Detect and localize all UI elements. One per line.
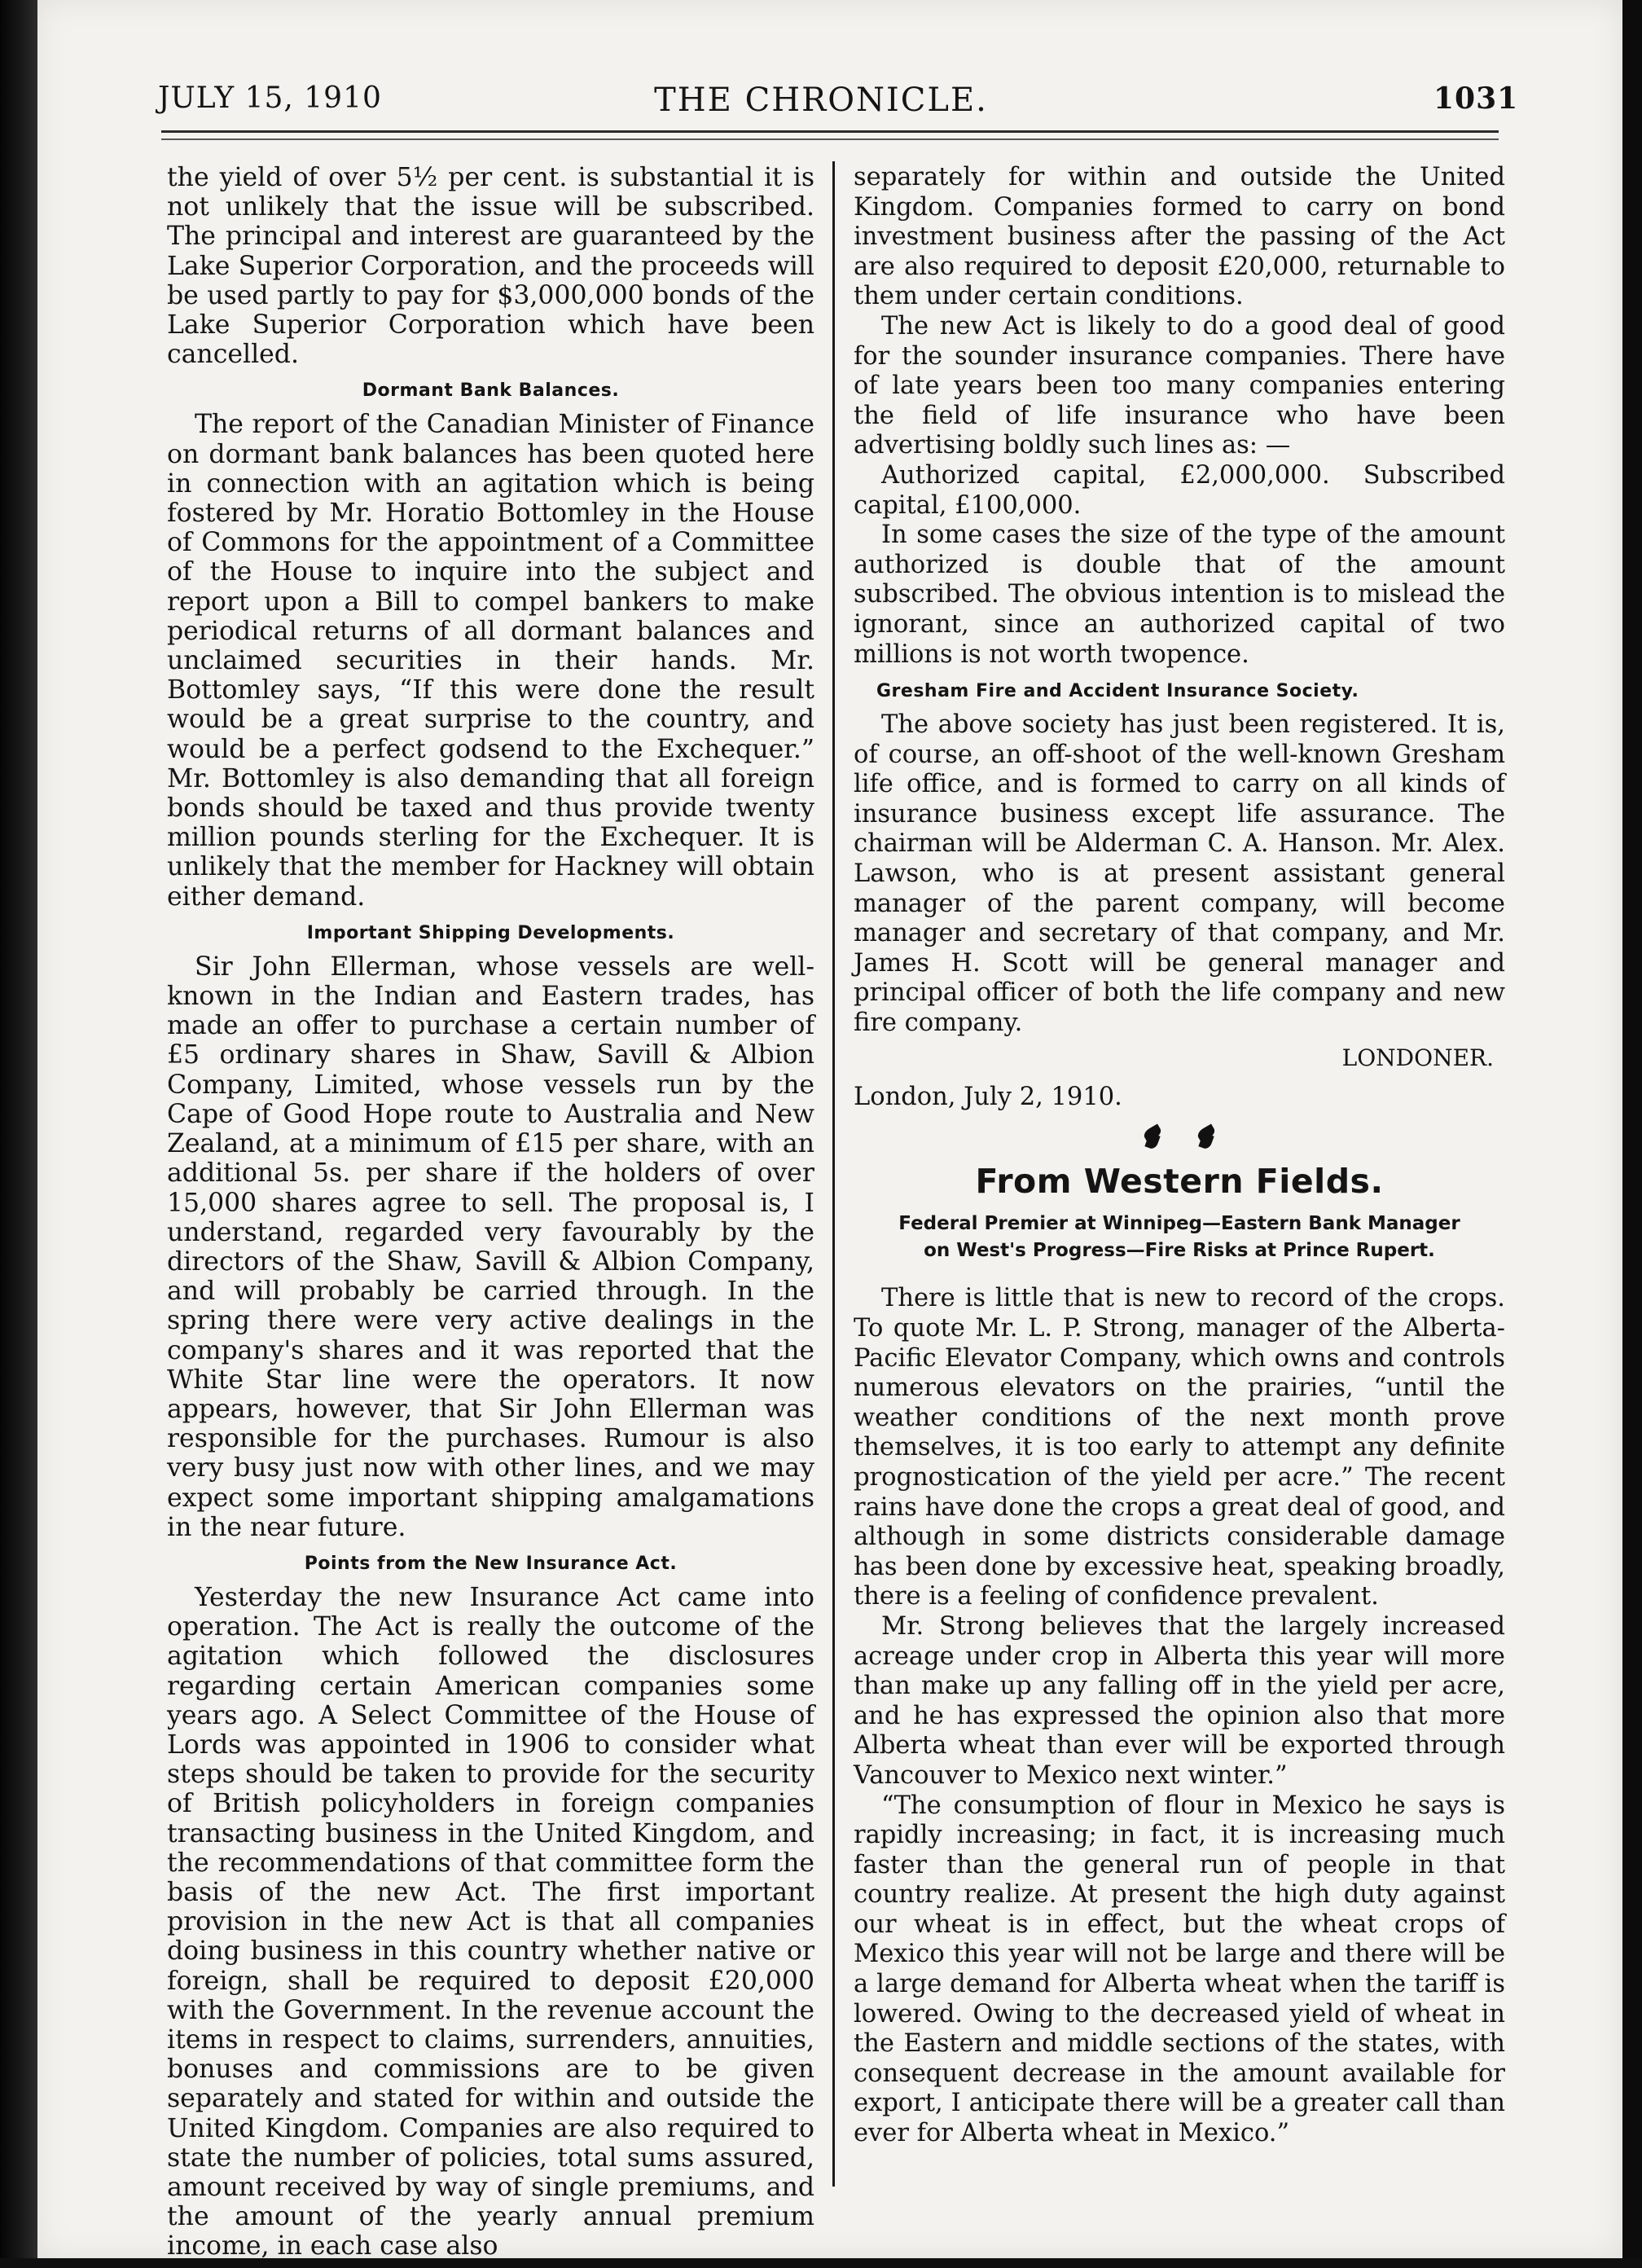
fleuron-icon: [1194, 1124, 1218, 1149]
right-column: [854, 163, 1505, 2149]
fleuron-ornament: [854, 1124, 1505, 1160]
article-paragraph-3: “The consumption of flour in Mexico he says is rapidly increasing; in fact, it is increasing much faster than the general run of people in that country realize. At present the high duty against our wheat is in effect, but the wheat crops of Mexico this year will not be large and there will be a large demand for Alberta wheat when the tariff is lowered. Owing to the decreased yield of wheat in the Eastern and middle sections of the states, with consequent decrease in the amount available for export, I anticipate there will be a greater call than ever for Alberta wheat in Mexico.”: [854, 1791, 1505, 2148]
gresham-paragraph: The above society has just been registered. It is, of course, an off-shoot of the well-known Gresham life office, and is formed to carry on all kinds of insurance business except life assurance. The chairman will be Alderman C. A. Hanson. Mr. Alex. Lawson, who is at present assistant general manager of the parent company, will become manager and secretary of that company, and Mr. James H. Scott will be general manager and principal officer of both the life company and new fire company.: [854, 710, 1505, 1038]
article-paragraph-1: There is little that is new to record of the crops. To quote Mr. L. P. Strong, manager of the Alberta-Pacific Elevator Company, which owns and controls numerous elevators on the prairies, “until the weather conditions of the next month prove themselves, it is too early to attempt any definite prognostication of the yield per acre.” The recent rains have done the crops a great deal of good, and although in some districts considerable damage has been done by excessive heat, speaking broadly, there is a feeling of confidence prevalent.: [854, 1284, 1505, 1611]
left-column: [167, 163, 814, 2261]
article-title: From Western Fields.: [975, 1161, 1384, 1201]
dateline: London, July 2, 1910.: [854, 1083, 1122, 1112]
section-heading-shipping: Important Shipping Developments.: [306, 922, 675, 943]
header-rule: [161, 130, 1499, 140]
publication-title: THE CHRONICLE.: [654, 81, 988, 119]
capital-example: Authorized capital, £2,000,000. Subscribed capital, £100,000.: [854, 460, 1505, 520]
insurance-act-paragraph-2: The new Act is likely to do a good deal of good for the sounder insurance companies. There have of late years been too many companies entering the field of life insurance who have been advertising boldly such lines as: —: [854, 311, 1505, 460]
section-heading-dormant-balances: Dormant Bank Balances.: [362, 380, 620, 402]
insurance-act-paragraph: Yesterday the new Insurance Act came into operation. The Act is really the outcome of the agitation which followed the disclosures regarding certain American companies some years ago. A Select Committee of the House of Lords was appointed in 1906 to consider what steps should be taken to provide for the security of British policyholders in foreign companies transacting business in the United Kingdom, and the recommendations of that committee form the basis of the new Act. The first important provision in the new Act is that all companies doing business in this country whether native or foreign, shall be required to deposit £20,000 with the Government. In the revenue account the items in respect to claims, surrenders, annuities, bonuses and commissions are to be given separately and stated for within and outside the United Kingdom. Companies are also required to state the number of policies, total sums assured, amount received by way of single premiums, and the amount of the yearly annual premium income, in each case also: [167, 1582, 814, 2261]
issue-date: JULY 15, 1910: [158, 81, 382, 115]
page-number: 1031: [1433, 81, 1519, 116]
article-deck: Federal Premier at Winnipeg—Eastern Bank Manager on West's Progress—Fire Risks at Prince Rupert.: [898, 1213, 1460, 1262]
dormant-balances-paragraph: The report of the Canadian Minister of Finance on dormant bank balances has been quoted here in connection with an agitation which is being fostered by Mr. Horatio Bottomley in the House of Commons for the appointment of a Committee of the House to inquire into the subject and report upon a Bill to compel bankers to make periodical returns of all dormant balances and unclaimed securities in their hands. Mr. Bottomley says, “If this were done the result would be a great surprise to the country, and would be a perfect godsend to the Exchequer.” Mr. Bottomley is also demanding that all foreign bonds should be taxed and thus provide twenty million pounds sterling for the Exchequer. It is unlikely that the member for Hackney will obtain either demand.: [167, 410, 814, 912]
section-heading-gresham: Gresham Fire and Accident Insurance Society.: [876, 681, 1359, 702]
shipping-paragraph: Sir John Ellerman, whose vessels are well-known in the Indian and Eastern trades, has made an offer to purchase a certain number of £5 ordinary shares in Shaw, Savill & Albion Company, Limited, whose vessels run by the Cape of Good Hope route to Australia and New Zealand, at a minimum of £15 per share, with an additional 5s. per share if the holders of over 15,000 shares agree to sell. The proposal is, I understand, regarded very favourably by the directors of the Shaw, Savill & Albion Company, and will probably be carried through. In the spring there were very active dealings in the company's shares and it was reported that the White Star line were the operators. It now appears, however, that Sir John Ellerman was responsible for the purchases. Rumour is also very busy just now with other lines, and we may expect some important shipping amalgamations in the near future.: [167, 952, 814, 1542]
intro-paragraph: the yield of over 5½ per cent. is substantial it is not unlikely that the issue will be subscribed. The principal and interest are guaranteed by the Lake Superior Corporation, and the proceeds will be used partly to pay for $3,000,000 bonds of the Lake Superior Corporation which have been cancelled.: [167, 163, 814, 370]
fleuron-icon: [1140, 1124, 1165, 1149]
insurance-act-continued: separately for within and outside the United Kingdom. Companies formed to carry on bond investment business after the passing of the Act are also required to deposit £20,000, returnable to them under certain conditions.: [854, 163, 1505, 311]
signature: LONDONER.: [1341, 1044, 1494, 1071]
column-divider: [832, 161, 835, 2187]
section-heading-insurance-act: Points from the New Insurance Act.: [304, 1553, 678, 1574]
article-paragraph-2: Mr. Strong believes that the largely increased acreage under crop in Alberta this year will more than make up any falling off in the yield per acre, and he has expressed the opinion also that more Alberta wheat than ever will be exported through Vancouver to Mexico next winter.”: [854, 1611, 1505, 1790]
scan-right-edge: [1622, 0, 1642, 2268]
scan-left-edge: [0, 0, 37, 2268]
insurance-act-paragraph-3: In some cases the size of the type of the amount authorized is double that of the amount subscribed. The obvious intention is to mislead the ignorant, since an authorized capital of two millions is not worth twopence.: [854, 521, 1505, 669]
